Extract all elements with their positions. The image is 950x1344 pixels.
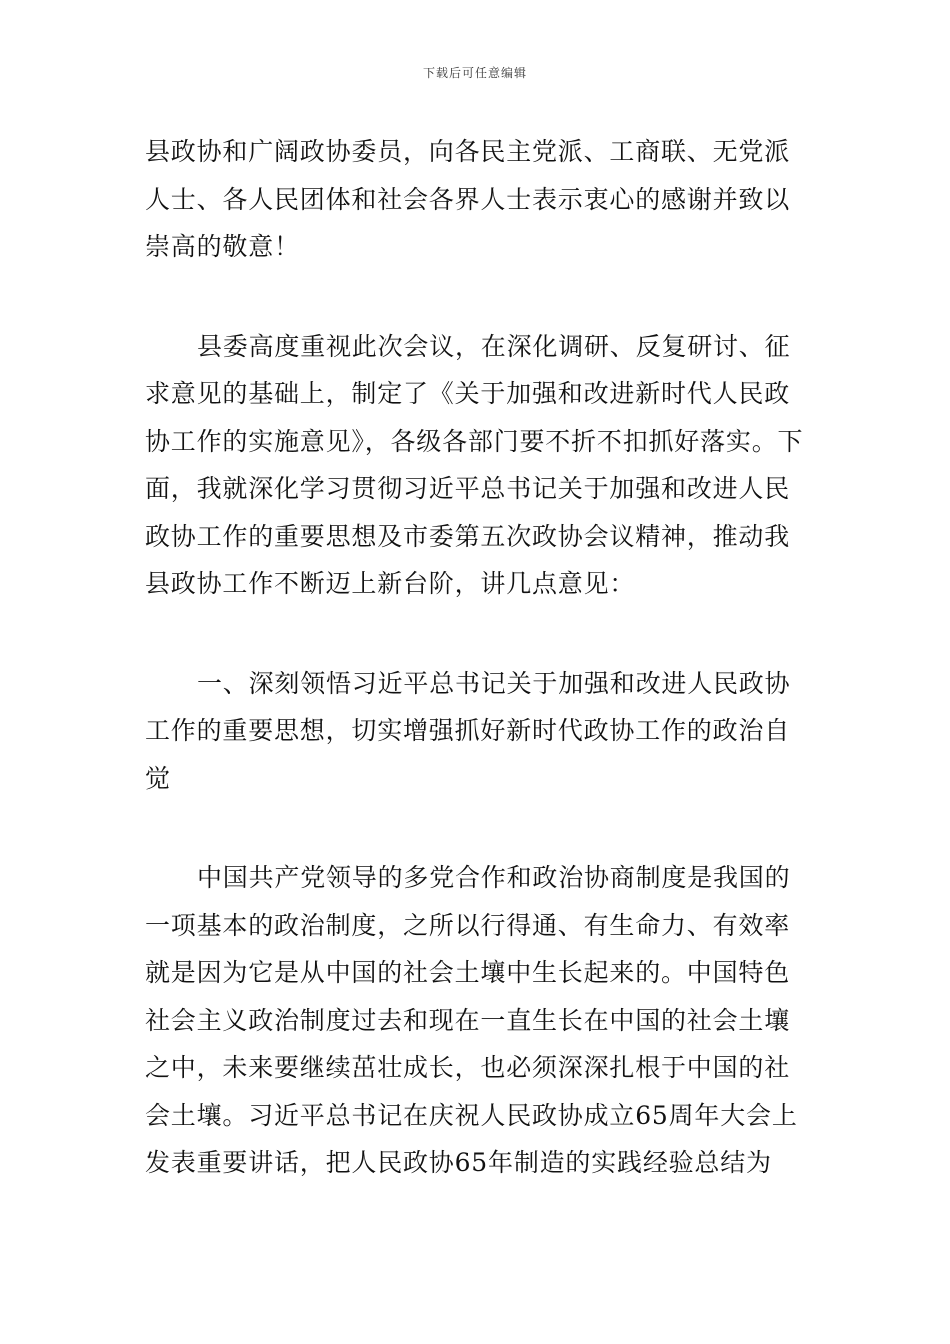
section-heading-one: 一、深刻领悟习近平总书记关于加强和改进人民政协工作的重要思想，切实增强抓好新时代政协工作的政治自觉 bbox=[145, 668, 791, 793]
paragraph-gap bbox=[145, 608, 809, 660]
document-body bbox=[145, 128, 809, 1187]
paragraph-gap bbox=[145, 271, 809, 323]
paragraph-gap bbox=[145, 802, 809, 854]
paragraph-multiparty-system: 中国共产党领导的多党合作和政治协商制度是我国的一项基本的政治制度，之所以行得通、有生命力、有效率就是因为它是从中国的社会土壤中生长起来的。中国特色社会主义政治制度过去和现在一直生长在中国的社会土壤之中，未来要继续茁壮成长，也必须深深扎根于中国的社会土壤。习近平总书记在庆祝人民政协成立65周年大会上发表重要讲话，把人民政协65年制造的实践经验总结为 bbox=[145, 863, 798, 1177]
paragraph-continuation: 县政协和广阔政协委员，向各民主党派、工商联、无党派人士、各人民团体和社会各界人士表示衷心的感谢并致以崇高的敬意！ bbox=[145, 137, 791, 261]
paragraph-county-committee: 县委高度重视此次会议，在深化调研、反复研讨、征求意见的基础上，制定了《关于加强和改进新时代人民政协工作的实施意见》，各级各部门要不折不扣抓好落实。下面，我就深化学习贯彻习近平总书记关于加强和改进人民政协工作的重要思想及市委第五次政协会议精神，推动我县政协工作不断迈上新台阶，讲几点意见： bbox=[145, 331, 804, 598]
page-header: 下载后可任意编辑 bbox=[422, 66, 527, 80]
